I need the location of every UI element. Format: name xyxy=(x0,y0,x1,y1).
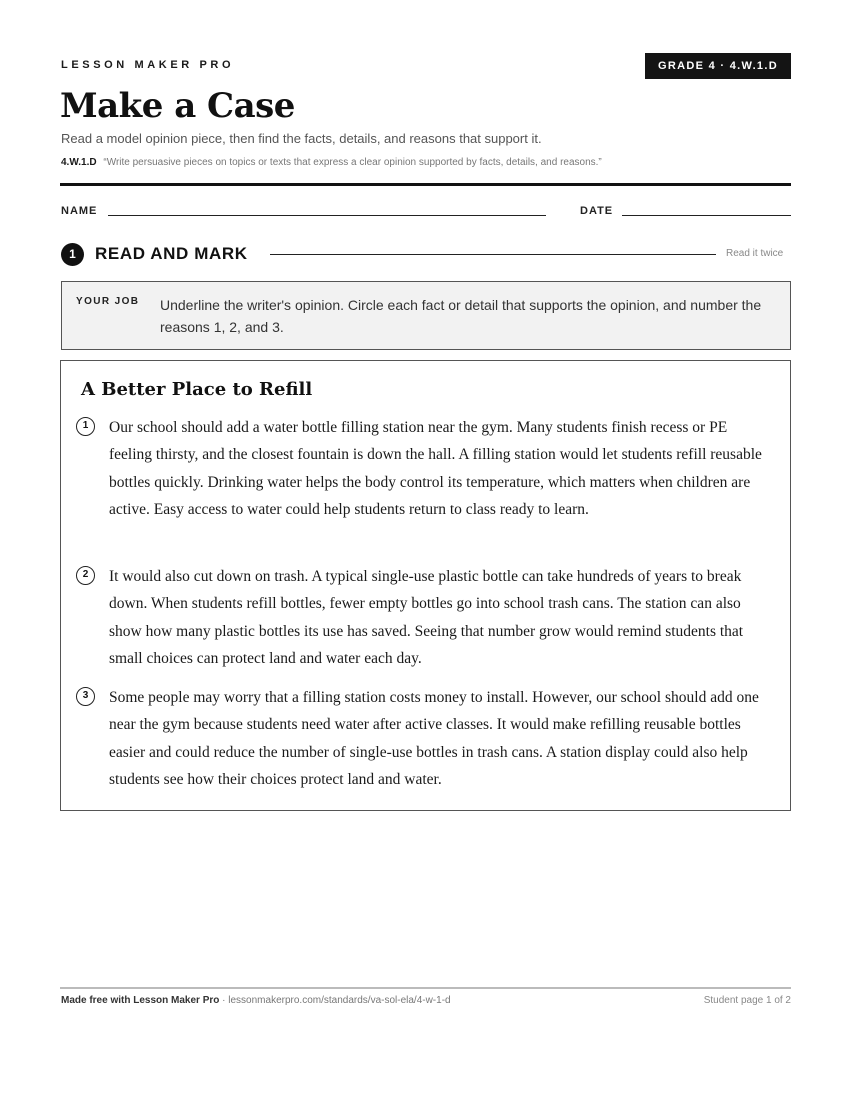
header-divider xyxy=(60,183,791,186)
job-instructions-box xyxy=(61,281,791,350)
date-label: DATE xyxy=(580,205,614,217)
paragraph-1: Our school should add a water bottle filling station near the gym. Many students finish recess or PE feeling thirsty, and the closest fountain is down the hall. A filling station would let students refill reusable bottles quickly. Drinking water helps the body control its temperature, which matters when children are active. Easy access to water could help students return to class ready to learn. xyxy=(109,419,762,518)
brand-name: LESSON MAKER PRO xyxy=(61,59,235,71)
passage-title: A Better Place to Refill xyxy=(81,379,313,400)
section-divider xyxy=(270,254,716,255)
page-title: Make a Case xyxy=(60,86,295,126)
footer-brand: Made free with Lesson Maker Pro xyxy=(61,995,220,1006)
section-title: READ AND MARK xyxy=(95,244,248,263)
standard-line xyxy=(61,157,602,168)
footer-divider xyxy=(60,987,791,989)
paragraph-3: Some people may worry that a filling station costs money to install. However, our school should add one near the gym because students need water after active classes. It would make refilling reusable bottles easier and could reduce the number of single-use bottles in trash cans. A station display could also help students see how their choices protect land and water. xyxy=(109,689,759,788)
paragraph-number-3: 3 xyxy=(76,687,95,706)
paragraph-number-1: 1 xyxy=(76,417,95,436)
paragraph-number-2: 2 xyxy=(76,566,95,585)
grade-badge: GRADE 4 · 4.W.1.D xyxy=(645,53,791,79)
page-subtitle: Read a model opinion piece, then find the facts, details, and reasons that support it. xyxy=(61,131,542,146)
footer-url[interactable]: · lessonmakerpro.com/standards/va-sol-ela/4-w-1-d xyxy=(219,995,451,1006)
date-write-line xyxy=(622,215,791,216)
name-write-line xyxy=(108,215,546,216)
standard-text: “Write persuasive pieces on topics or texts that express a clear opinion supported by facts, details, and reasons.” xyxy=(103,157,602,168)
section-note: Read it twice xyxy=(726,248,784,259)
standard-code: 4.W.1.D xyxy=(61,157,97,168)
job-text: Underline the writer's opinion. Circle each fact or detail that supports the opinion, and number the reasons 1, 2, and 3. xyxy=(160,297,762,335)
name-label: NAME xyxy=(61,205,98,217)
job-label: YOUR JOB xyxy=(76,296,140,307)
paragraph-2: It would also cut down on trash. A typical single-use plastic bottle can take hundreds of years to break down. When students refill bottles, fewer empty bottles go into school trash cans. The station can also show how many plastic bottles its use has saved. Seeing that number grow would remind students that small choices can protect land and water each day. xyxy=(109,568,744,667)
footer-credit xyxy=(61,995,451,1006)
footer-page-number: Student page 1 of 2 xyxy=(703,995,791,1006)
passage-box xyxy=(60,360,791,811)
section-number-badge: 1 xyxy=(61,243,84,266)
